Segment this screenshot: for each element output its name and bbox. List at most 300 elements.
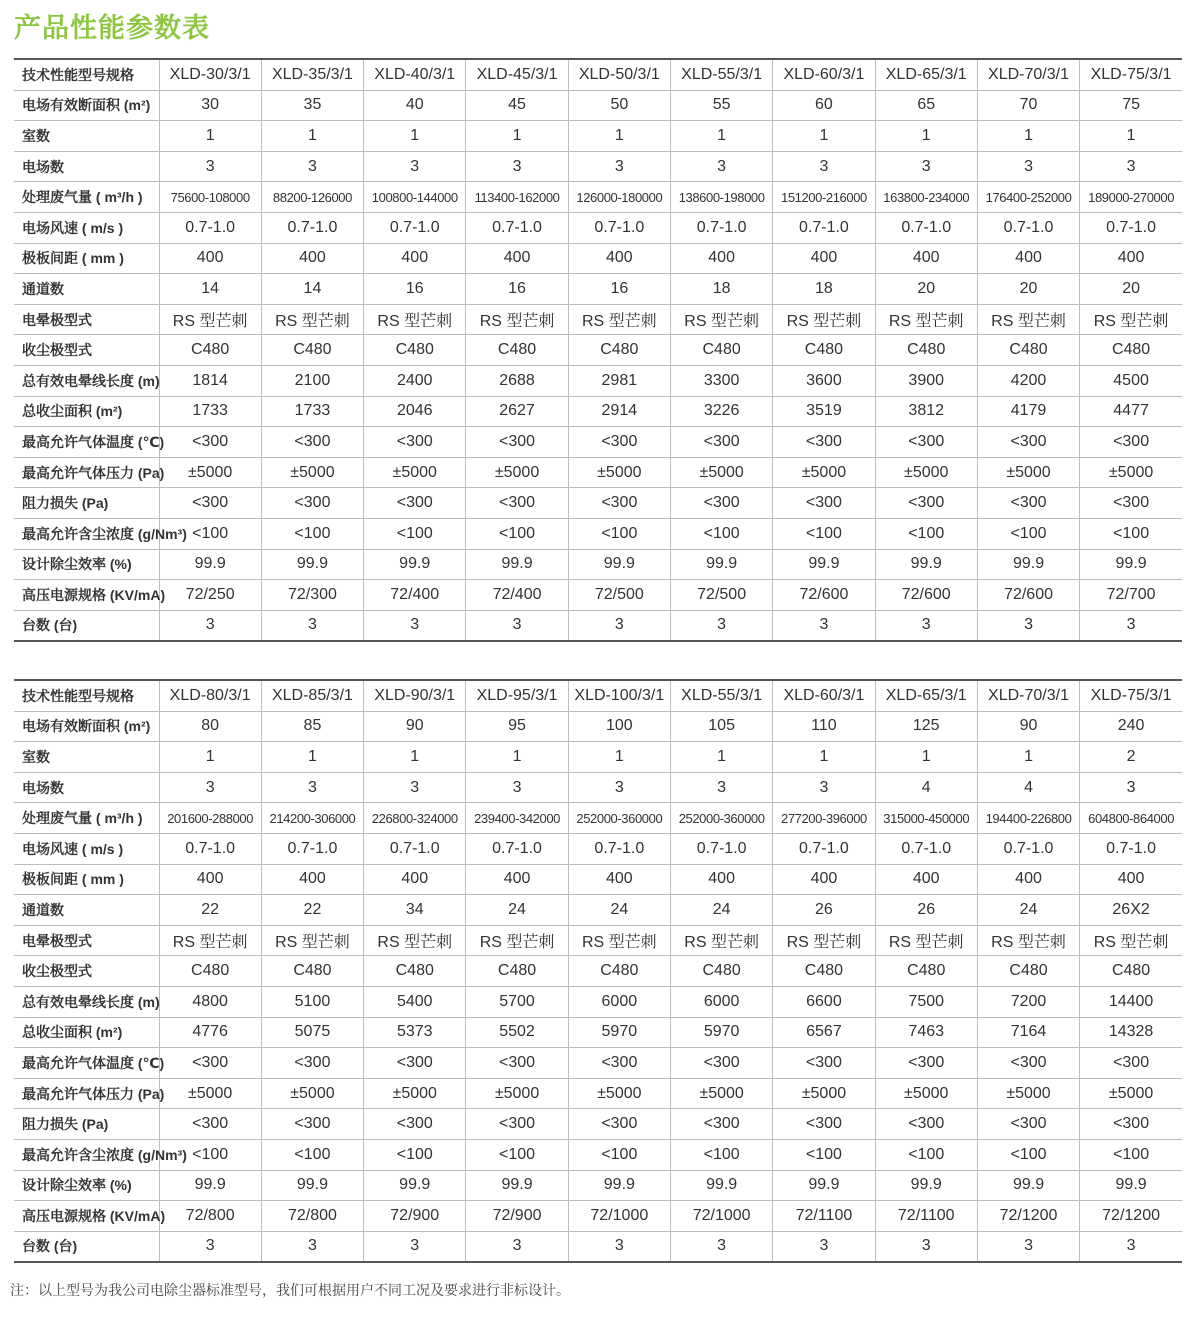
value-cell: <300 bbox=[466, 1109, 568, 1140]
value-cell: RS 型芒刺 bbox=[670, 304, 772, 335]
row-label: 最高允许含尘浓度 (g/Nm³) bbox=[14, 1139, 159, 1170]
value-cell: ±5000 bbox=[159, 457, 261, 488]
value-cell: ±5000 bbox=[977, 457, 1079, 488]
value-cell: 6600 bbox=[773, 986, 875, 1017]
value-cell: 1 bbox=[364, 121, 466, 152]
value-cell: <300 bbox=[670, 1048, 772, 1079]
value-cell: <100 bbox=[773, 518, 875, 549]
value-cell: <100 bbox=[159, 518, 261, 549]
value-cell: 400 bbox=[670, 243, 772, 274]
value-cell: 2100 bbox=[261, 365, 363, 396]
value-cell: 3900 bbox=[875, 365, 977, 396]
value-cell: 72/500 bbox=[568, 580, 670, 611]
table-row bbox=[14, 1231, 1182, 1262]
value-cell: 3 bbox=[261, 610, 363, 641]
value-cell: 252000-360000 bbox=[670, 803, 772, 834]
value-cell: C480 bbox=[261, 956, 363, 987]
value-cell: 26 bbox=[773, 895, 875, 926]
value-cell: <100 bbox=[261, 1139, 363, 1170]
row-label: 最高允许气体温度 (℃) bbox=[14, 1048, 159, 1079]
table-row bbox=[14, 365, 1182, 396]
value-cell: 3300 bbox=[670, 365, 772, 396]
table-row bbox=[14, 1017, 1182, 1048]
row-label: 阻力损失 (Pa) bbox=[14, 1109, 159, 1140]
page-title: 产品性能参数表 bbox=[14, 13, 210, 43]
value-cell: 252000-360000 bbox=[568, 803, 670, 834]
value-cell: 72/500 bbox=[670, 580, 772, 611]
value-cell: RS 型芒刺 bbox=[773, 925, 875, 956]
value-cell: RS 型芒刺 bbox=[364, 304, 466, 335]
value-cell: ±5000 bbox=[670, 457, 772, 488]
value-cell: 214200-306000 bbox=[261, 803, 363, 834]
value-cell: C480 bbox=[670, 335, 772, 366]
table-row bbox=[14, 610, 1182, 641]
table-row bbox=[14, 1078, 1182, 1109]
value-cell: C480 bbox=[568, 956, 670, 987]
value-cell: <100 bbox=[568, 1139, 670, 1170]
value-cell: 72/250 bbox=[159, 580, 261, 611]
value-cell: 1 bbox=[466, 121, 568, 152]
value-cell: 1 bbox=[875, 742, 977, 773]
value-cell: RS 型芒刺 bbox=[466, 925, 568, 956]
model-header-cell: XLD-35/3/1 bbox=[261, 59, 363, 90]
model-header-cell: XLD-75/3/1 bbox=[1080, 59, 1182, 90]
table-row bbox=[14, 151, 1182, 182]
value-cell: 3 bbox=[159, 772, 261, 803]
value-cell: 400 bbox=[261, 864, 363, 895]
value-cell: 0.7-1.0 bbox=[466, 833, 568, 864]
model-header-cell: XLD-65/3/1 bbox=[875, 680, 977, 711]
table-row bbox=[14, 711, 1182, 742]
row-label: 高压电源规格 (KV/mA) bbox=[14, 580, 159, 611]
model-header-cell: XLD-85/3/1 bbox=[261, 680, 363, 711]
value-cell: 400 bbox=[261, 243, 363, 274]
value-cell: 0.7-1.0 bbox=[466, 212, 568, 243]
value-cell: 3 bbox=[568, 610, 670, 641]
value-cell: <300 bbox=[875, 1109, 977, 1140]
table-row bbox=[14, 1048, 1182, 1079]
value-cell: 16 bbox=[466, 274, 568, 305]
value-cell: 2627 bbox=[466, 396, 568, 427]
value-cell: 3 bbox=[466, 772, 568, 803]
value-cell: <100 bbox=[1080, 1139, 1182, 1170]
value-cell: 2981 bbox=[568, 365, 670, 396]
row-label: 电场风速 ( m/s ) bbox=[14, 212, 159, 243]
value-cell: <300 bbox=[977, 488, 1079, 519]
value-cell: 35 bbox=[261, 90, 363, 121]
value-cell: 7200 bbox=[977, 986, 1079, 1017]
value-cell: C480 bbox=[977, 335, 1079, 366]
spec-table-1 bbox=[14, 58, 1182, 642]
table-row bbox=[14, 1170, 1182, 1201]
model-header-cell: XLD-50/3/1 bbox=[568, 59, 670, 90]
value-cell: <100 bbox=[875, 518, 977, 549]
value-cell: 99.9 bbox=[977, 549, 1079, 580]
row-label: 高压电源规格 (KV/mA) bbox=[14, 1201, 159, 1232]
value-cell: 5700 bbox=[466, 986, 568, 1017]
value-cell: 3 bbox=[1080, 151, 1182, 182]
value-cell: 3 bbox=[364, 151, 466, 182]
value-cell: 0.7-1.0 bbox=[977, 212, 1079, 243]
value-cell: 3 bbox=[1080, 610, 1182, 641]
table-row bbox=[14, 986, 1182, 1017]
table-row bbox=[14, 304, 1182, 335]
value-cell: 60 bbox=[773, 90, 875, 121]
value-cell: <300 bbox=[261, 488, 363, 519]
value-cell: <100 bbox=[568, 518, 670, 549]
value-cell: 75 bbox=[1080, 90, 1182, 121]
value-cell: <300 bbox=[159, 1109, 261, 1140]
row-label: 最高允许气体压力 (Pa) bbox=[14, 1078, 159, 1109]
header-label-cell: 技术性能型号规格 bbox=[14, 680, 159, 711]
row-label: 收尘极型式 bbox=[14, 956, 159, 987]
value-cell: <100 bbox=[773, 1139, 875, 1170]
value-cell: 5502 bbox=[466, 1017, 568, 1048]
value-cell: <300 bbox=[875, 1048, 977, 1079]
value-cell: 3 bbox=[670, 1231, 772, 1262]
row-label: 总收尘面积 (m²) bbox=[14, 396, 159, 427]
value-cell: RS 型芒刺 bbox=[159, 925, 261, 956]
value-cell: 72/700 bbox=[1080, 580, 1182, 611]
table-row bbox=[14, 833, 1182, 864]
value-cell: RS 型芒刺 bbox=[261, 304, 363, 335]
value-cell: 400 bbox=[1080, 243, 1182, 274]
value-cell: ±5000 bbox=[261, 457, 363, 488]
value-cell: 99.9 bbox=[773, 549, 875, 580]
value-cell: 1 bbox=[364, 742, 466, 773]
value-cell: 72/600 bbox=[875, 580, 977, 611]
value-cell: 3 bbox=[466, 610, 568, 641]
value-cell: 85 bbox=[261, 711, 363, 742]
row-label: 设计除尘效率 (%) bbox=[14, 549, 159, 580]
value-cell: <100 bbox=[364, 518, 466, 549]
value-cell: C480 bbox=[364, 335, 466, 366]
value-cell: 1 bbox=[261, 742, 363, 773]
value-cell: C480 bbox=[466, 335, 568, 366]
value-cell: 16 bbox=[568, 274, 670, 305]
value-cell: 4 bbox=[875, 772, 977, 803]
value-cell: RS 型芒刺 bbox=[977, 304, 1079, 335]
value-cell: 99.9 bbox=[670, 1170, 772, 1201]
value-cell: <300 bbox=[773, 488, 875, 519]
value-cell: 3 bbox=[159, 610, 261, 641]
table-row bbox=[14, 1109, 1182, 1140]
value-cell: 55 bbox=[670, 90, 772, 121]
value-cell: 400 bbox=[1080, 864, 1182, 895]
row-label: 最高允许气体压力 (Pa) bbox=[14, 457, 159, 488]
value-cell: 99.9 bbox=[261, 549, 363, 580]
value-cell: C480 bbox=[773, 956, 875, 987]
value-cell: 20 bbox=[1080, 274, 1182, 305]
value-cell: 0.7-1.0 bbox=[568, 212, 670, 243]
value-cell: 80 bbox=[159, 711, 261, 742]
row-label: 总收尘面积 (m²) bbox=[14, 1017, 159, 1048]
value-cell: 14400 bbox=[1080, 986, 1182, 1017]
value-cell: 3 bbox=[364, 610, 466, 641]
value-cell: <100 bbox=[466, 1139, 568, 1170]
value-cell: 1 bbox=[159, 742, 261, 773]
row-label: 处理废气量 ( m³/h ) bbox=[14, 803, 159, 834]
value-cell: <300 bbox=[670, 488, 772, 519]
row-label: 收尘极型式 bbox=[14, 335, 159, 366]
value-cell: <300 bbox=[568, 488, 670, 519]
value-cell: 72/600 bbox=[773, 580, 875, 611]
table-row bbox=[14, 274, 1182, 305]
value-cell: 4776 bbox=[159, 1017, 261, 1048]
value-cell: 3 bbox=[875, 1231, 977, 1262]
value-cell: 151200-216000 bbox=[773, 182, 875, 213]
value-cell: 1 bbox=[773, 742, 875, 773]
value-cell: RS 型芒刺 bbox=[1080, 304, 1182, 335]
value-cell: 6000 bbox=[670, 986, 772, 1017]
value-cell: 400 bbox=[364, 243, 466, 274]
value-cell: C480 bbox=[875, 956, 977, 987]
value-cell: <100 bbox=[466, 518, 568, 549]
value-cell: 90 bbox=[977, 711, 1079, 742]
value-cell: 99.9 bbox=[466, 549, 568, 580]
value-cell: 40 bbox=[364, 90, 466, 121]
value-cell: 1 bbox=[977, 121, 1079, 152]
value-cell: 22 bbox=[261, 895, 363, 926]
value-cell: 0.7-1.0 bbox=[670, 833, 772, 864]
table-row bbox=[14, 772, 1182, 803]
value-cell: ±5000 bbox=[159, 1078, 261, 1109]
value-cell: 72/400 bbox=[364, 580, 466, 611]
value-cell: 315000-450000 bbox=[875, 803, 977, 834]
table-row bbox=[14, 925, 1182, 956]
value-cell: 0.7-1.0 bbox=[1080, 833, 1182, 864]
value-cell: 7500 bbox=[875, 986, 977, 1017]
value-cell: 72/1000 bbox=[568, 1201, 670, 1232]
value-cell: RS 型芒刺 bbox=[977, 925, 1079, 956]
table-row bbox=[14, 457, 1182, 488]
value-cell: 189000-270000 bbox=[1080, 182, 1182, 213]
value-cell: <100 bbox=[977, 1139, 1079, 1170]
value-cell: <300 bbox=[364, 427, 466, 458]
value-cell: 3 bbox=[773, 1231, 875, 1262]
value-cell: 1733 bbox=[261, 396, 363, 427]
value-cell: 3 bbox=[364, 1231, 466, 1262]
row-label: 总有效电晕线长度 (m) bbox=[14, 986, 159, 1017]
value-cell: 24 bbox=[568, 895, 670, 926]
value-cell: <300 bbox=[364, 1109, 466, 1140]
value-cell: C480 bbox=[1080, 335, 1182, 366]
value-cell: 3226 bbox=[670, 396, 772, 427]
value-cell: 99.9 bbox=[364, 1170, 466, 1201]
model-header-cell: XLD-55/3/1 bbox=[670, 680, 772, 711]
value-cell: <300 bbox=[875, 488, 977, 519]
value-cell: 4 bbox=[977, 772, 1079, 803]
value-cell: 0.7-1.0 bbox=[773, 833, 875, 864]
value-cell: 400 bbox=[773, 864, 875, 895]
value-cell: 72/1000 bbox=[670, 1201, 772, 1232]
value-cell: 1 bbox=[159, 121, 261, 152]
row-label: 通道数 bbox=[14, 895, 159, 926]
value-cell: ±5000 bbox=[977, 1078, 1079, 1109]
value-cell: 3 bbox=[773, 772, 875, 803]
value-cell: <300 bbox=[1080, 1109, 1182, 1140]
value-cell: 72/800 bbox=[261, 1201, 363, 1232]
table-row bbox=[14, 742, 1182, 773]
value-cell: 3 bbox=[875, 151, 977, 182]
value-cell: <300 bbox=[261, 1109, 363, 1140]
value-cell: <300 bbox=[773, 427, 875, 458]
row-label: 室数 bbox=[14, 742, 159, 773]
value-cell: 14 bbox=[261, 274, 363, 305]
value-cell: 5100 bbox=[261, 986, 363, 1017]
value-cell: C480 bbox=[568, 335, 670, 366]
model-header-cell: XLD-65/3/1 bbox=[875, 59, 977, 90]
value-cell: <100 bbox=[1080, 518, 1182, 549]
value-cell: 50 bbox=[568, 90, 670, 121]
value-cell: 18 bbox=[670, 274, 772, 305]
value-cell: 6000 bbox=[568, 986, 670, 1017]
value-cell: 0.7-1.0 bbox=[159, 212, 261, 243]
value-cell: 4477 bbox=[1080, 396, 1182, 427]
value-cell: C480 bbox=[364, 956, 466, 987]
value-cell: <300 bbox=[261, 427, 363, 458]
value-cell: 226800-324000 bbox=[364, 803, 466, 834]
value-cell: 3 bbox=[670, 151, 772, 182]
value-cell: 14328 bbox=[1080, 1017, 1182, 1048]
value-cell: 24 bbox=[977, 895, 1079, 926]
value-cell: 99.9 bbox=[1080, 549, 1182, 580]
value-cell: 3 bbox=[159, 1231, 261, 1262]
row-label: 电晕极型式 bbox=[14, 925, 159, 956]
value-cell: 3 bbox=[261, 1231, 363, 1262]
row-label: 电场数 bbox=[14, 151, 159, 182]
model-header-cell: XLD-45/3/1 bbox=[466, 59, 568, 90]
value-cell: 0.7-1.0 bbox=[875, 212, 977, 243]
value-cell: RS 型芒刺 bbox=[568, 925, 670, 956]
value-cell: 90 bbox=[364, 711, 466, 742]
value-cell: 400 bbox=[466, 864, 568, 895]
value-cell: 2 bbox=[1080, 742, 1182, 773]
table-row bbox=[14, 396, 1182, 427]
value-cell: 3 bbox=[568, 151, 670, 182]
value-cell: 3 bbox=[875, 610, 977, 641]
table-row bbox=[14, 488, 1182, 519]
table-row bbox=[14, 212, 1182, 243]
row-label: 最高允许气体温度 (℃) bbox=[14, 427, 159, 458]
value-cell: 18 bbox=[773, 274, 875, 305]
row-label: 阻力损失 (Pa) bbox=[14, 488, 159, 519]
value-cell: 3519 bbox=[773, 396, 875, 427]
value-cell: ±5000 bbox=[875, 1078, 977, 1109]
value-cell: 3 bbox=[568, 772, 670, 803]
table-row bbox=[14, 1201, 1182, 1232]
value-cell: <100 bbox=[159, 1139, 261, 1170]
value-cell: 3 bbox=[159, 151, 261, 182]
value-cell: RS 型芒刺 bbox=[670, 925, 772, 956]
value-cell: 3 bbox=[568, 1231, 670, 1262]
value-cell: <300 bbox=[466, 1048, 568, 1079]
value-cell: 99.9 bbox=[568, 549, 670, 580]
value-cell: C480 bbox=[159, 956, 261, 987]
value-cell: RS 型芒刺 bbox=[466, 304, 568, 335]
value-cell: 0.7-1.0 bbox=[875, 833, 977, 864]
model-header-cell: XLD-70/3/1 bbox=[977, 680, 1079, 711]
value-cell: C480 bbox=[1080, 956, 1182, 987]
value-cell: <300 bbox=[773, 1048, 875, 1079]
value-cell: 400 bbox=[977, 864, 1079, 895]
value-cell: 4500 bbox=[1080, 365, 1182, 396]
table-row bbox=[14, 427, 1182, 458]
value-cell: 45 bbox=[466, 90, 568, 121]
row-label: 电晕极型式 bbox=[14, 304, 159, 335]
value-cell: 24 bbox=[466, 895, 568, 926]
value-cell: 100800-144000 bbox=[364, 182, 466, 213]
value-cell: 1 bbox=[1080, 121, 1182, 152]
value-cell: 4179 bbox=[977, 396, 1079, 427]
value-cell: 99.9 bbox=[261, 1170, 363, 1201]
footnote: 注：以上型号为我公司电除尘器标准型号，我们可根据用户不同工况及要求进行非标设计。 bbox=[10, 1282, 570, 1298]
value-cell: 2914 bbox=[568, 396, 670, 427]
value-cell: 72/900 bbox=[364, 1201, 466, 1232]
value-cell: 400 bbox=[875, 243, 977, 274]
value-cell: C480 bbox=[875, 335, 977, 366]
value-cell: 3 bbox=[773, 610, 875, 641]
value-cell: <300 bbox=[159, 1048, 261, 1079]
value-cell: 400 bbox=[568, 864, 670, 895]
value-cell: 4800 bbox=[159, 986, 261, 1017]
value-cell: 1 bbox=[670, 121, 772, 152]
value-cell: 99.9 bbox=[670, 549, 772, 580]
value-cell: 239400-342000 bbox=[466, 803, 568, 834]
value-cell: 201600-288000 bbox=[159, 803, 261, 834]
value-cell: 72/1100 bbox=[875, 1201, 977, 1232]
row-label: 电场有效断面积 (m²) bbox=[14, 711, 159, 742]
value-cell: C480 bbox=[466, 956, 568, 987]
value-cell: ±5000 bbox=[364, 1078, 466, 1109]
value-cell: 2400 bbox=[364, 365, 466, 396]
table-row bbox=[14, 121, 1182, 152]
header-label-cell: 技术性能型号规格 bbox=[14, 59, 159, 90]
value-cell: 34 bbox=[364, 895, 466, 926]
table-row bbox=[14, 335, 1182, 366]
value-cell: C480 bbox=[261, 335, 363, 366]
value-cell: 110 bbox=[773, 711, 875, 742]
value-cell: 5075 bbox=[261, 1017, 363, 1048]
value-cell: 240 bbox=[1080, 711, 1182, 742]
value-cell: ±5000 bbox=[568, 1078, 670, 1109]
value-cell: 65 bbox=[875, 90, 977, 121]
value-cell: 3 bbox=[364, 772, 466, 803]
value-cell: 3 bbox=[1080, 1231, 1182, 1262]
row-label: 极板间距 ( mm ) bbox=[14, 864, 159, 895]
value-cell: 5400 bbox=[364, 986, 466, 1017]
table-row bbox=[14, 803, 1182, 834]
value-cell: 6567 bbox=[773, 1017, 875, 1048]
value-cell: ±5000 bbox=[364, 457, 466, 488]
row-label: 总有效电晕线长度 (m) bbox=[14, 365, 159, 396]
model-header-cell: XLD-75/3/1 bbox=[1080, 680, 1182, 711]
row-label: 台数 (台) bbox=[22, 1238, 78, 1255]
table-row bbox=[14, 580, 1182, 611]
value-cell: 400 bbox=[159, 864, 261, 895]
value-cell: 24 bbox=[670, 895, 772, 926]
value-cell: 400 bbox=[875, 864, 977, 895]
value-cell: 0.7-1.0 bbox=[670, 212, 772, 243]
value-cell: C480 bbox=[159, 335, 261, 366]
value-cell: 1 bbox=[261, 121, 363, 152]
value-cell: 99.9 bbox=[875, 1170, 977, 1201]
value-cell: 3 bbox=[1080, 772, 1182, 803]
value-cell: 30 bbox=[159, 90, 261, 121]
value-cell: 16 bbox=[364, 274, 466, 305]
value-cell: ±5000 bbox=[875, 457, 977, 488]
value-cell: 72/1200 bbox=[1080, 1201, 1182, 1232]
